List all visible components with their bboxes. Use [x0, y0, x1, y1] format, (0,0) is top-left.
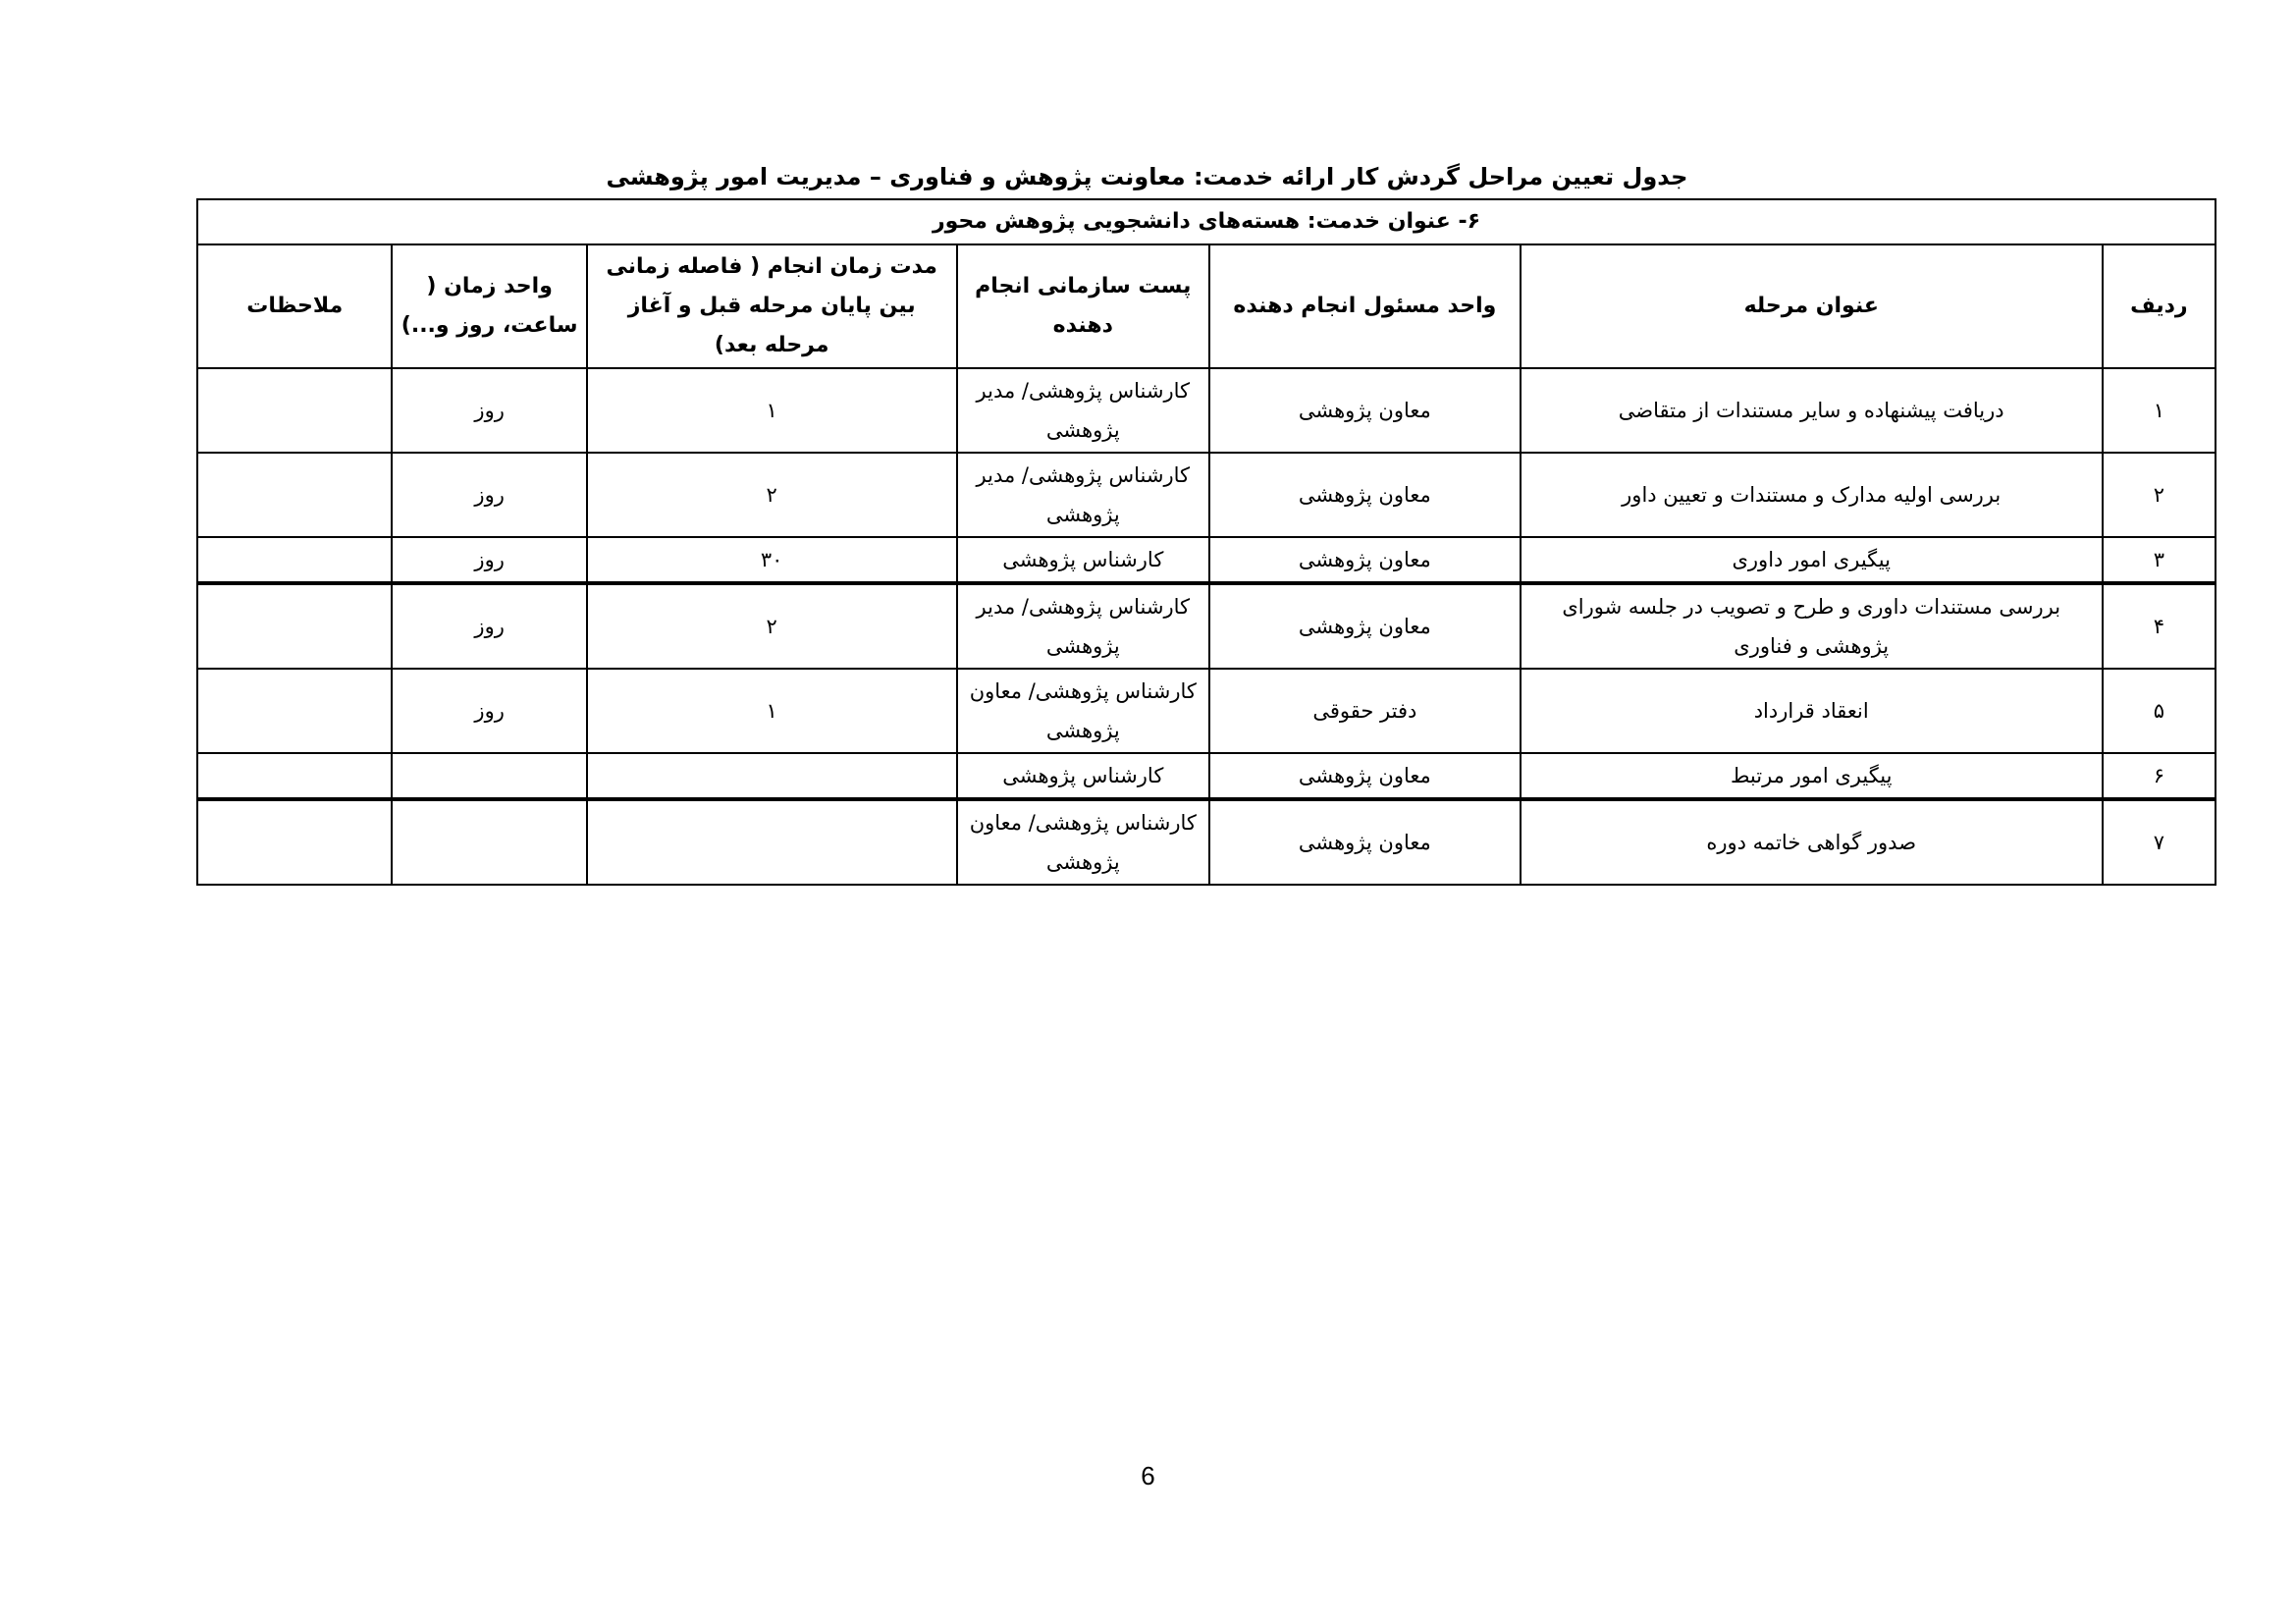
cell-time-unit: روز	[392, 537, 586, 583]
header-time-unit: واحد زمان ( ساعت، روز و...)	[392, 244, 586, 368]
table-row	[197, 368, 2216, 453]
cell-row-number: ۷	[2103, 799, 2216, 885]
cell-time-unit: روز	[392, 368, 586, 453]
cell-row-number: ۳	[2103, 537, 2216, 583]
header-stage: عنوان مرحله	[1521, 244, 2103, 368]
cell-notes	[197, 368, 392, 453]
cell-notes	[197, 753, 392, 799]
cell-unit: معاون پژوهشی	[1209, 583, 1521, 669]
cell-post: کارشناس پژوهشی	[957, 537, 1209, 583]
cell-stage: بررسی مستندات داوری و طرح و تصویب در جلسه شورای پژوهشی و فناوری	[1521, 583, 2103, 669]
header-duration: مدت زمان انجام ( فاصله زمانی بین پایان مرحله قبل و آغاز مرحله بعد)	[587, 244, 957, 368]
header-unit: واحد مسئول انجام دهنده	[1209, 244, 1521, 368]
cell-duration: ۲	[587, 453, 957, 537]
cell-row-number: ۱	[2103, 368, 2216, 453]
service-title: ۶- عنوان خدمت: هسته‌های دانشجویی پژوهش محور	[197, 199, 2216, 244]
cell-post: کارشناس پژوهشی/ معاون پژوهشی	[957, 799, 1209, 885]
cell-unit: معاون پژوهشی	[1209, 368, 1521, 453]
cell-stage: پیگیری امور داوری	[1521, 537, 2103, 583]
table-row	[197, 583, 2216, 669]
cell-post: کارشناس پژوهشی/ معاون پژوهشی	[957, 669, 1209, 753]
cell-notes	[197, 799, 392, 885]
cell-duration: ۳۰	[587, 537, 957, 583]
cell-post: کارشناس پژوهشی/ مدیر پژوهشی	[957, 453, 1209, 537]
cell-row-number: ۶	[2103, 753, 2216, 799]
header-notes: ملاحظات	[197, 244, 392, 368]
cell-unit: معاون پژوهشی	[1209, 537, 1521, 583]
table-row	[197, 453, 2216, 537]
cell-time-unit: روز	[392, 453, 586, 537]
cell-duration	[587, 799, 957, 885]
cell-unit: معاون پژوهشی	[1209, 453, 1521, 537]
cell-notes	[197, 583, 392, 669]
table-row	[197, 753, 2216, 799]
page-number: 6	[1141, 1461, 1155, 1490]
service-title-row	[197, 199, 2216, 244]
cell-unit: دفتر حقوقی	[1209, 669, 1521, 753]
table-row	[197, 799, 2216, 885]
cell-time-unit	[392, 753, 586, 799]
cell-duration: ۲	[587, 583, 957, 669]
cell-unit: معاون پژوهشی	[1209, 799, 1521, 885]
cell-row-number: ۵	[2103, 669, 2216, 753]
cell-unit: معاون پژوهشی	[1209, 753, 1521, 799]
table-row	[197, 537, 2216, 583]
document-title: جدول تعیین مراحل گردش کار ارائه خدمت: معاونت پژوهش و فناوری – مدیریت امور پژوهشی	[606, 163, 1688, 190]
workflow-table	[196, 198, 2216, 886]
cell-time-unit: روز	[392, 583, 586, 669]
cell-row-number: ۲	[2103, 453, 2216, 537]
header-row-number: ردیف	[2103, 244, 2216, 368]
table-row	[197, 669, 2216, 753]
cell-duration: ۱	[587, 368, 957, 453]
header-post: پست سازمانی انجام دهنده	[957, 244, 1209, 368]
cell-notes	[197, 669, 392, 753]
cell-stage: انعقاد قرارداد	[1521, 669, 2103, 753]
cell-stage: پیگیری امور مرتبط	[1521, 753, 2103, 799]
cell-time-unit: روز	[392, 669, 586, 753]
cell-stage: صدور گواهی خاتمه دوره	[1521, 799, 2103, 885]
cell-notes	[197, 453, 392, 537]
header-row	[197, 244, 2216, 368]
cell-time-unit	[392, 799, 586, 885]
cell-duration	[587, 753, 957, 799]
cell-row-number: ۴	[2103, 583, 2216, 669]
cell-notes	[197, 537, 392, 583]
cell-duration: ۱	[587, 669, 957, 753]
cell-stage: دریافت پیشنهاده و سایر مستندات از متقاضی	[1521, 368, 2103, 453]
cell-post: کارشناس پژوهشی/ مدیر پژوهشی	[957, 368, 1209, 453]
cell-post: کارشناس پژوهشی/ مدیر پژوهشی	[957, 583, 1209, 669]
cell-stage: بررسی اولیه مدارک و مستندات و تعیین داور	[1521, 453, 2103, 537]
cell-post: کارشناس پژوهشی	[957, 753, 1209, 799]
